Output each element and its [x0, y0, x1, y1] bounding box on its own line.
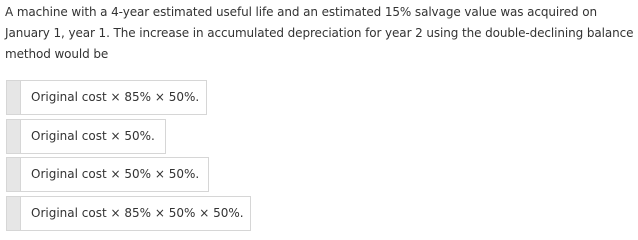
answer-option-2[interactable] — [6, 119, 166, 154]
answer-option-1[interactable] — [6, 80, 207, 115]
option-label: Original cost × 85% × 50% × 50%. — [31, 206, 244, 220]
option-selector[interactable] — [7, 81, 21, 114]
answer-option-3[interactable] — [6, 157, 209, 192]
option-selector[interactable] — [7, 197, 21, 230]
option-label: Original cost × 50%. — [31, 129, 155, 143]
option-label: Original cost × 50% × 50%. — [31, 167, 200, 181]
answer-option-4[interactable] — [6, 196, 251, 231]
question-text: A machine with a 4-year estimated useful life and an estimated 15% salvage value was acquired on January 1, year 1. The increase in accumulated depreciation for year 2 using the double-declining balance method would be — [5, 5, 634, 61]
option-selector[interactable] — [7, 120, 21, 153]
option-label: Original cost × 85% × 50%. — [31, 90, 200, 104]
option-selector[interactable] — [7, 158, 21, 191]
